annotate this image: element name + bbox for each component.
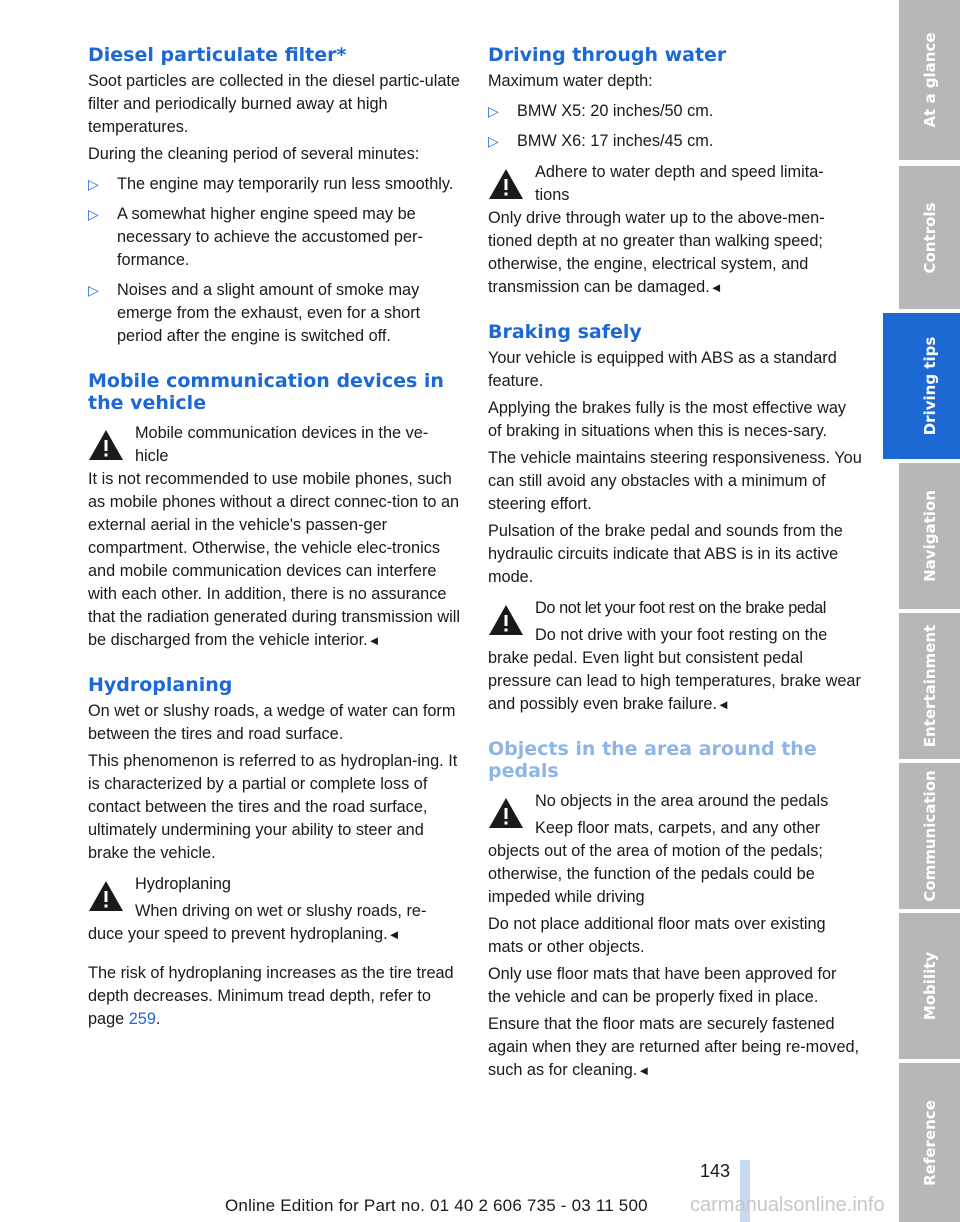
list-item: ▷ BMW X6: 17 inches/45 cm. bbox=[488, 130, 863, 153]
warning-text: Keep floor mats, carpets, and any other bbox=[535, 819, 821, 837]
warning-title: Mobile communication devices in the ve- bbox=[135, 424, 429, 442]
triangle-bullet-icon: ▷ bbox=[488, 103, 499, 119]
water-bullet-list bbox=[488, 100, 863, 153]
tab-at-a-glance[interactable]: At a glance bbox=[899, 0, 960, 160]
pedals-paragraph-1: Do not place additional floor mats over existing mats or other objects. bbox=[488, 915, 826, 956]
warning-triangle-icon bbox=[88, 429, 124, 461]
tab-driving-tips[interactable]: Driving tips bbox=[899, 313, 960, 459]
end-mark: ◄ bbox=[709, 280, 723, 295]
water-paragraph-1: Maximum water depth: bbox=[488, 72, 653, 90]
warning-text: Do not drive with your foot resting on the bbox=[535, 626, 828, 644]
diesel-bullet-list bbox=[88, 173, 463, 348]
triangle-bullet-icon: ▷ bbox=[88, 206, 99, 222]
hydro-paragraph-1: On wet or slushy roads, a wedge of water can form between the tires and road surface. bbox=[88, 702, 456, 743]
warning-block-mobile bbox=[88, 422, 463, 468]
braking-paragraph-3: The vehicle maintains steering responsiveness. You can still avoid any obstacles with a minimum of steering effort. bbox=[488, 449, 862, 513]
end-mark: ◄ bbox=[367, 633, 381, 648]
list-item: ▷ BMW X5: 20 inches/50 cm. bbox=[488, 100, 863, 123]
warning-title-cont: hicle bbox=[135, 447, 169, 465]
warning-title: Hydroplaning bbox=[135, 875, 231, 893]
triangle-bullet-icon: ▷ bbox=[88, 176, 99, 192]
list-item: ▷ Noises and a slight amount of smoke may emerge from the exhaust, even for a short period after the engine is switched off. bbox=[88, 281, 421, 345]
diesel-paragraph-1: Soot particles are collected in the diesel partic-ulate filter and periodically burned away at high temperatures. bbox=[88, 72, 460, 136]
warning-block-pedals bbox=[488, 790, 863, 840]
water-paragraph-2: Only drive through water up to the above-men-tioned depth at no greater than walking speed; otherwise, the engine, electrical system, and transmission can be damaged.◄ bbox=[488, 209, 825, 296]
warning-title-cont: tions bbox=[535, 186, 570, 204]
active-tab-indicator bbox=[883, 313, 899, 459]
tab-reference[interactable]: Reference bbox=[899, 1063, 960, 1222]
warning-triangle-icon bbox=[488, 168, 524, 200]
page-reference-link[interactable]: 259 bbox=[128, 1010, 156, 1028]
watermark: carmanualsonline.info bbox=[690, 1194, 885, 1216]
warning-triangle-icon bbox=[88, 880, 124, 912]
tab-mobility[interactable]: Mobility bbox=[899, 913, 960, 1059]
warning-text-cont: brake pedal. Even light but consistent pedal pressure can lead to high temperatures, brake wear and possibly even brake failure.◄ bbox=[488, 649, 861, 713]
chapter-sidebar bbox=[899, 0, 960, 1222]
warning-text: When driving on wet or slushy roads, re- bbox=[135, 902, 427, 920]
footer-edition: Online Edition for Part no. 01 40 2 606 735 - 03 11 500 bbox=[225, 1196, 648, 1215]
section-title-diesel: Diesel particulate filter* bbox=[88, 44, 347, 66]
section-title-hydroplaning: Hydroplaning bbox=[88, 674, 233, 696]
right-column bbox=[488, 44, 863, 1082]
braking-paragraph-1: Your vehicle is equipped with ABS as a standard feature. bbox=[488, 349, 837, 390]
warning-title: Do not let your foot rest on the brake pedal bbox=[535, 599, 827, 617]
section-title-water: Driving through water bbox=[488, 44, 727, 66]
section-title-braking: Braking safely bbox=[488, 321, 642, 343]
diesel-paragraph-2: During the cleaning period of several minutes: bbox=[88, 145, 420, 163]
braking-paragraph-2: Applying the brakes fully is the most effective way of braking in situations when this is neces-sary. bbox=[488, 399, 847, 440]
mobile-paragraph: It is not recommended to use mobile phones, such as mobile phones without a direct connec-tion to an external aerial in the vehicle's passen-ger compartment. Otherwise, the vehicle elec-tronics and mobile communication devices can interfere with each other. In addition, there is no assurance that the radiation generated during transmission will be discharged from the vehicle interior.◄ bbox=[88, 470, 460, 649]
end-mark: ◄ bbox=[637, 1063, 651, 1078]
tab-entertainment[interactable]: Entertainment bbox=[899, 613, 960, 759]
pedals-paragraph-2: Only use floor mats that have been approved for the vehicle and can be properly fixed in place. bbox=[488, 965, 837, 1006]
left-column bbox=[88, 44, 463, 1031]
warning-title: Adhere to water depth and speed limita- bbox=[535, 163, 824, 181]
tab-communication[interactable]: Communication bbox=[899, 763, 960, 909]
triangle-bullet-icon: ▷ bbox=[488, 133, 499, 149]
pedals-paragraph-3: Ensure that the floor mats are securely fastened again when they are returned after being re-moved, such as for cleaning.◄ bbox=[488, 1015, 860, 1079]
warning-block-water bbox=[488, 161, 863, 207]
end-mark: ◄ bbox=[387, 927, 401, 942]
triangle-bullet-icon: ▷ bbox=[88, 282, 99, 298]
page-number: 143 bbox=[700, 1161, 731, 1181]
section-title-mobile: Mobile communication devices in the vehicle bbox=[88, 370, 444, 414]
section-title-pedals: Objects in the area around the pedals bbox=[488, 738, 817, 782]
tab-navigation[interactable]: Navigation bbox=[899, 463, 960, 609]
warning-block-hydro bbox=[88, 873, 463, 923]
warning-triangle-icon bbox=[488, 604, 524, 636]
list-item: ▷ A somewhat higher engine speed may be necessary to achieve the accustomed per-formance. bbox=[88, 205, 423, 269]
hydro-paragraph-3: The risk of hydroplaning increases as the tire tread depth decreases. Minimum tread depth, refer to page 259. bbox=[88, 964, 454, 1028]
warning-block-braking bbox=[488, 597, 863, 647]
warning-text-cont: objects out of the area of motion of the pedals; otherwise, the function of the pedals could be impeded while driving bbox=[488, 842, 823, 906]
end-mark: ◄ bbox=[716, 697, 730, 712]
braking-paragraph-4: Pulsation of the brake pedal and sounds from the hydraulic circuits indicate that ABS is in its active mode. bbox=[488, 522, 843, 586]
warning-triangle-icon bbox=[488, 797, 524, 829]
warning-title: No objects in the area around the pedals bbox=[535, 792, 829, 810]
warning-text-cont: duce your speed to prevent hydroplaning.◄ bbox=[88, 925, 401, 943]
list-item: ▷ The engine may temporarily run less smoothly. bbox=[88, 173, 463, 196]
hydro-paragraph-2: This phenomenon is referred to as hydroplan-ing. It is characterized by a partial or complete loss of contact between the tires and the road surface, ultimately undermining your ability to steer and brake the vehicle. bbox=[88, 752, 458, 862]
tab-controls[interactable]: Controls bbox=[899, 166, 960, 309]
